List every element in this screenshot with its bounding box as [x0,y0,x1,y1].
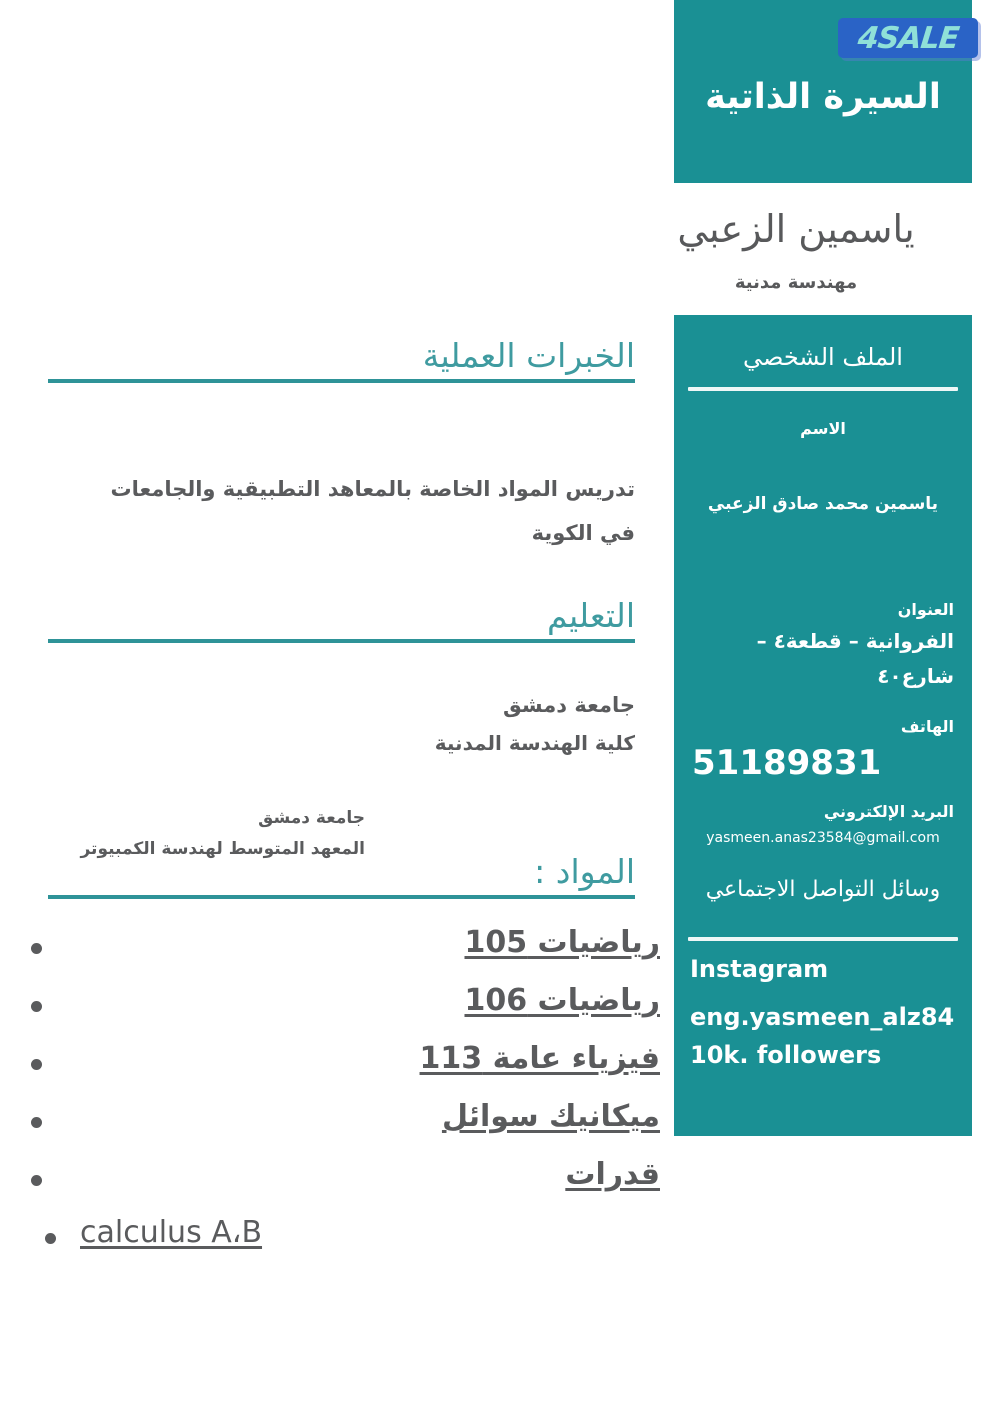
education-heading: التعليم [547,596,635,635]
list-item[interactable] [0,925,660,973]
list-item[interactable] [0,1215,660,1263]
social-platform: Instagram [690,955,829,983]
name-value: ياسمين محمد صادق الزعبي [707,494,939,514]
list-item[interactable] [0,1041,660,1089]
phone-value[interactable]: 51189831 [692,743,882,783]
social-divider [688,937,958,941]
education-divider [48,639,635,643]
social-followers: 10k. followers [690,1041,882,1069]
email-value[interactable]: yasmeen.anas23584@gmail.com [706,830,940,846]
subjects-heading: المواد : [534,852,635,891]
bullet-icon [31,1175,42,1186]
subject-label: ميكانيك سوائل [441,1099,660,1134]
phone-label: الهاتف [900,717,954,736]
address-line-1: الفروانية – قطعة٤ – [756,629,954,653]
subject-label: فيزياء عامة 113 [419,1041,660,1076]
bullet-icon [45,1233,56,1244]
list-item[interactable] [0,1157,660,1205]
bullet-icon [31,1059,42,1070]
address-line-2: شارع٤٠ [877,664,954,688]
education-entry-1-program: كلية الهندسة المدنية [434,731,635,755]
education-entry-2-institution: جامعة دمشق [258,808,365,828]
subjects-divider [48,895,635,899]
bullet-icon [31,1001,42,1012]
profile-divider [688,387,958,391]
address-label: العنوان [897,600,954,619]
social-handle[interactable]: eng.yasmeen_alz84 [690,1003,955,1031]
4sale-logo [838,18,978,58]
cv-title: السيرة الذاتية [705,77,941,117]
list-item[interactable] [0,1099,660,1147]
subjects-list [0,925,660,1273]
social-section-title: وسائل التواصل الاجتماعي [705,877,941,902]
subject-label: قدرات [565,1157,660,1192]
experience-divider [48,379,635,383]
email-label: البريد الإلكتروني [823,802,954,821]
person-name: ياسمين الزعبي [677,207,915,251]
subject-label: calculus A،B [80,1215,263,1250]
experience-line-1: تدريس المواد الخاصة بالمعاهد التطبيقية والجامعات [110,477,635,501]
name-label: الاسم [800,419,846,438]
4sale-logo-text: 4SALE [856,20,960,56]
experience-heading: الخبرات العملية [422,336,635,375]
profile-section-title: الملف الشخصي [743,343,903,371]
subject-label: رياضيات 105 [464,925,660,960]
education-entry-1-institution: جامعة دمشق [503,693,635,717]
person-job-title: مهندسة مدنية [734,272,858,293]
education-entry-2-program: المعهد المتوسط لهندسة الكمبيوتر [80,839,365,859]
profile-sidebar [674,315,972,1136]
bullet-icon [31,943,42,954]
subject-label: رياضيات 106 [464,983,660,1018]
experience-line-2: في الكوية [531,521,635,545]
list-item[interactable] [0,983,660,1031]
bullet-icon [31,1117,42,1128]
